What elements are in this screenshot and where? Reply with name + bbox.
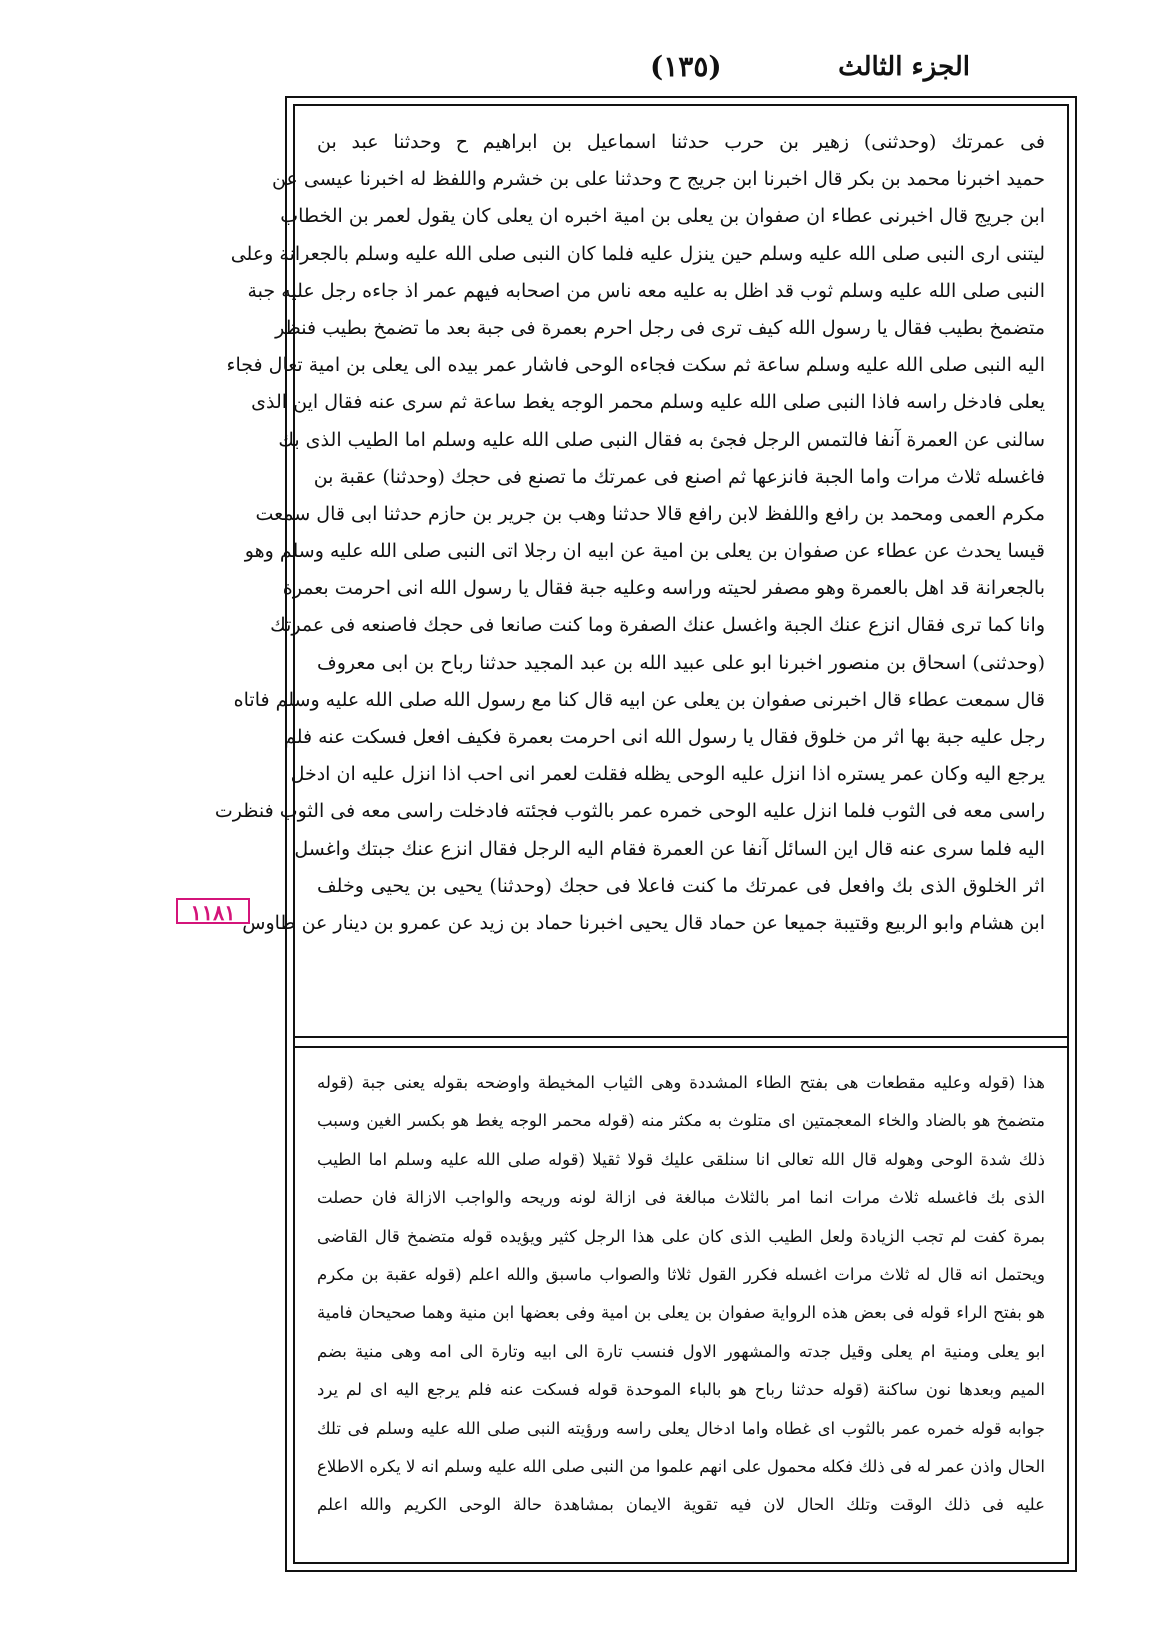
main-text-line: ليتنى ارى النبى صلى الله عليه وسلم حين ينزل عليه فلما كان النبى صلى الله عليه وسلم بالجعرانة وعلى [230, 242, 1045, 265]
main-text-line: قال سمعت عطاء قال اخبرنى صفوان بن يعلى عن ابيه قال كنا مع رسول الله صلى الله عليه وسلم فاتاه [233, 688, 1045, 711]
commentary-line: ويحتمل انه قال له ثلاث مرات اغسله فكرر القول ثلاثا والصواب ماسبق والله اعلم (قوله عقبة بن مكرم [317, 1264, 1045, 1284]
main-text-line: سالنى عن العمرة آنفا فالتمس الرجل فجئ به فقال النبى صلى الله عليه وسلم اما الطيب الذى بك [278, 428, 1045, 451]
main-text-line: مكرم العمى ومحمد بن رافع واللفظ لابن رافع قالا حدثنا وهب بن جرير بن حازم حدثنا ابى قال سمعت [255, 502, 1045, 525]
commentary-line: الميم وبعدها نون ساكنة (قوله حدثنا رباح هو بالباء الموحدة قوله فسكت عنه فلم يرجع اليه اى لم يرد [317, 1380, 1045, 1400]
main-text-panel [214, 124, 1045, 1024]
commentary-line: بمرة كفت لم تجب الزيادة ولعل الطيب الذى كان على هذا الرجل كثير ويؤيده قوله متضمخ قال القاضى [317, 1226, 1045, 1246]
commentary-panel [317, 1064, 1045, 1564]
main-text-line: حميد اخبرنا محمد بن بكر قال اخبرنا ابن جريج ح وحدثنا على بن خشرم واللفظ له اخبرنا عيسى عن [272, 168, 1045, 191]
main-text-line: وانا كما ترى فقال انزع عنك الجبة واغسل عنك الصفرة وما كنت صانعا فى حجك فاصنعه فى عمرتك [270, 614, 1045, 637]
commentary-line: هو بفتح الراء قوله فى بعض هذه الرواية صفوان بن يعلى بن امية وفى بعضها ابن منية وهما صحيحان فامية [317, 1303, 1045, 1323]
volume-title: الجزء الثالث [838, 52, 970, 82]
main-text-line: اليه النبى صلى الله عليه وسلم ساعة ثم سكت فجاءه الوحى فاشار عمر بيده الى يعلى بن امية تعال فجاء [226, 354, 1045, 377]
main-text-line: (وحدثنى) اسحاق بن منصور اخبرنا ابو على عبيد الله بن عبد المجيد حدثنا رباح بن ابى معروف [317, 651, 1045, 674]
main-text-line: قيسا يحدث عن عطاء عن صفوان بن يعلى بن امية عن ابيه ان رجلا اتى النبى صلى الله عليه وسلم وهو [244, 540, 1045, 563]
section-divider [295, 1036, 1067, 1048]
main-text-line: يعلى فادخل راسه فاذا النبى صلى الله عليه وسلم محمر الوجه يغط ساعة ثم سرى عنه فقال اين الذى [251, 391, 1045, 414]
main-text-line: بالجعرانة قد اهل بالعمرة وهو مصفر لحيته وراسه وعليه جبة فقال يا رسول الله انى احرمت بعمرة [282, 577, 1045, 600]
page-number: (١٣٥) [650, 50, 722, 83]
commentary-line: هذا (قوله وعليه مقطعات هى بفتح الطاء المشددة وهى الثياب المخيطة واوضحه بقوله يعنى جبة (قوله [317, 1073, 1045, 1092]
commentary-line: جوابه قوله خمره عمر بالثوب اى غطاه واما ادخال يعلى راسه ورؤيته النبى صلى الله عليه وسلم فى تلك [317, 1418, 1045, 1438]
main-text-line: راسى معه فى الثوب فلما انزل عليه الوحى خمره عمر بالثوب فجئته فادخلت راسى معه فى الثوب فنظرت [214, 800, 1045, 823]
commentary-line: الحال واذن عمر له فى ذلك فكله محمول على انهم علموا من النبى صلى الله عليه وسلم انه لا يكره الاطلاع [317, 1456, 1045, 1476]
main-text-line: ابن هشام وابو الربيع وقتيبة جميعا عن حماد قال يحيى اخبرنا حماد بن زيد عن عمرو بن دينار عن طاوس [242, 911, 1045, 934]
main-text-line: النبى صلى الله عليه وسلم ثوب قد اظل به عليه معه ناس من اصحابه فيهم عمر اذ جاءه رجل عليه جبة [247, 279, 1045, 302]
hadith-number-badge: ١١٨١ [176, 898, 250, 924]
page-frame [214, 96, 1077, 1572]
page-header [280, 48, 1080, 92]
main-text-line: ابن جريج قال اخبرنى عطاء ان صفوان بن يعلى بن امية اخبره ان يعلى كان يقول لعمر بن الخطاب [280, 205, 1045, 228]
main-text-line: يرجع اليه وكان عمر يستره اذا انزل عليه الوحى يظله فقلت لعمر انى احب اذا انزل عليه ان ادخل [290, 763, 1045, 786]
page-frame-inner [214, 104, 1069, 1564]
main-text-line: متضمخ بطيب فقال يا رسول الله كيف ترى فى رجل احرم بعمرة فى جبة بعد ما تضمخ بطيب فنظر [275, 316, 1045, 339]
commentary-line: ذلك شدة الوحى وهوله قال الله تعالى انا سنلقى عليك قولا ثقيلا (قوله صلى الله عليه وسلم اما الطيب [317, 1149, 1045, 1169]
main-text-line: فاغسله ثلاث مرات واما الجبة فانزعها ثم اصنع فى عمرتك ما تصنع فى حجك (وحدثنا) عقبة بن [313, 465, 1045, 488]
commentary-line: عليه فى ذلك الوقت وتلك الحال لان فيه تقوية الايمان بمشاهدة حالة الوحى الكريم والله اعلم [317, 1495, 1045, 1515]
main-text-line: اليه فلما سرى عنه قال اين السائل آنفا عن العمرة فقام اليه الرجل فقال انزع عنك جبتك واغسل [294, 837, 1045, 860]
commentary-line: الذى بك فاغسله ثلاث مرات انما امر بالثلاث مبالغة فى ازالة لونه وريحه والواجب الازالة فان حصلت [317, 1188, 1045, 1208]
commentary-line: ابو يعلى ومنية ام يعلى وقيل جدته والمشهور الاول فنسب تارة الى ابيه وتارة الى امه وهى منية بضم [317, 1341, 1045, 1361]
commentary-line: متضمخ هو بالضاد والخاء المعجمتين اى متلوث به مكثر منه (قوله محمر الوجه يغط هو بكسر الغين وسبب [317, 1111, 1045, 1131]
main-text-line: اثر الخلوق الذى بك وافعل فى عمرتك ما كنت فاعلا فى حجك (وحدثنا) يحيى بن يحيى وخلف [317, 874, 1045, 897]
main-text-line: رجل عليه جبة بها اثر من خلوق فقال يا رسول الله انى احرمت بعمرة فكيف افعل فسكت عنه فلم [284, 726, 1045, 748]
main-text-line: فى عمرتك (وحدثنى) زهير بن حرب حدثنا اسماعيل بن ابراهيم ح وحدثنا عبد بن [317, 131, 1045, 153]
